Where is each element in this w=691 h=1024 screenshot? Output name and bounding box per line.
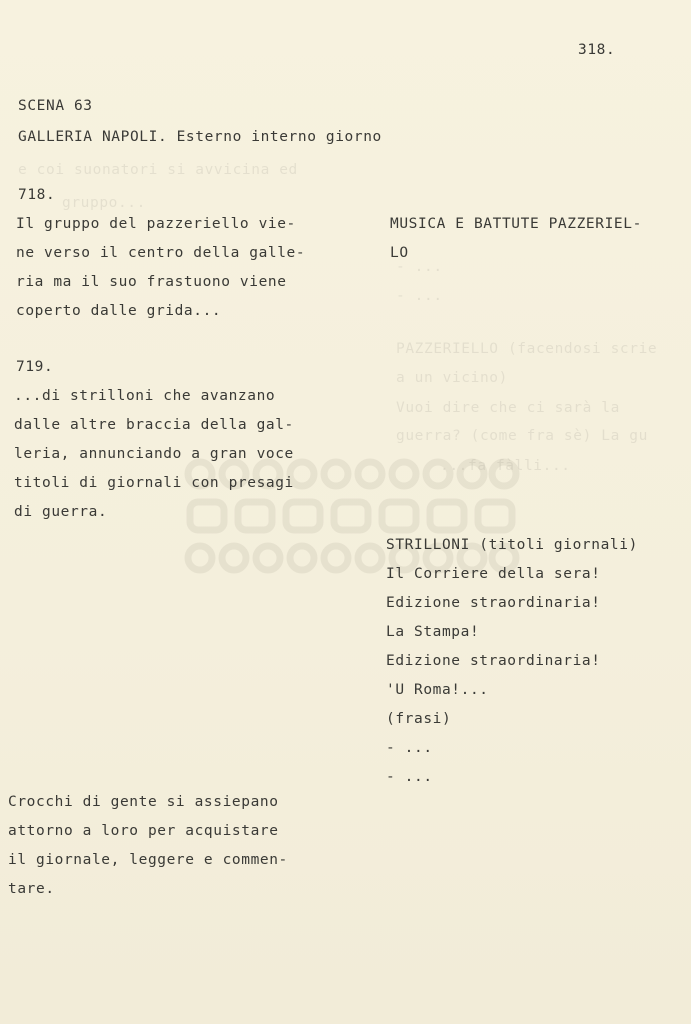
description-line: titoli di giornali con presagi [14, 475, 294, 491]
description-line: Crocchi di gente si assiepano [8, 794, 279, 810]
dialogue-line: Edizione straordinaria! [386, 653, 601, 669]
music-cue-line: LO [390, 245, 409, 261]
dialogue-line: Edizione straordinaria! [386, 595, 601, 611]
shot-number-718: 718. [18, 187, 56, 203]
bleed-through-line: PAZZERIELLO (facendosi scrie [396, 341, 658, 357]
description-line: il giornale, leggere e commen- [8, 852, 288, 868]
description-line: ria ma il suo frastuono viene [16, 274, 287, 290]
bleed-through-line: gruppo... [62, 195, 146, 211]
bleed-through-line: e coi suonatori si avvicina ed [18, 162, 298, 178]
bleed-through-line: ...fa fàlli... [440, 458, 571, 474]
music-cue-line: MUSICA E BATTUTE PAZZERIEL- [390, 216, 642, 232]
description-line: attorno a loro per acquistare [8, 823, 279, 839]
description-line: ...di strilloni che avanzano [14, 388, 276, 404]
dialogue-line: - ... [386, 769, 433, 785]
music-cue [390, 214, 642, 272]
shot-719-description [14, 386, 294, 531]
description-line: leria, annunciando a gran voce [14, 446, 294, 462]
bleed-through-line: guerra? (come fra sè) La gu [396, 428, 648, 444]
bleed-through-line: - ... [396, 259, 443, 275]
speaker-line: STRILLONI (titoli giornali) [386, 537, 638, 553]
dialogue-line: - ... [386, 740, 433, 756]
dialogue-line: (frasi) [386, 711, 452, 727]
shot-718-description [16, 214, 305, 330]
dialogue-line: 'U Roma!... [386, 682, 489, 698]
description-line: tare. [8, 881, 55, 897]
shot-number-719: 719. [16, 359, 54, 375]
crowd-description [8, 792, 288, 908]
scene-location: GALLERIA NAPOLI. Esterno interno giorno [18, 129, 382, 145]
dialogue-line: La Stampa! [386, 624, 480, 640]
description-line: coperto dalle grida... [16, 303, 222, 319]
description-line: di guerra. [14, 504, 108, 520]
strilloni-dialogue [386, 535, 638, 796]
dialogue-line: Il Corriere della sera! [386, 566, 601, 582]
description-line: Il gruppo del pazzeriello vie- [16, 216, 296, 232]
bleed-through-line: Vuoi dire che ci sarà la [396, 400, 620, 416]
description-line: dalle altre braccia della gal- [14, 417, 294, 433]
bleed-through-line: - ... [396, 288, 443, 304]
description-line: ne verso il centro della galle- [16, 245, 306, 261]
bleed-through-line: a un vicino) [396, 370, 508, 386]
page-number: 318. [578, 42, 616, 58]
scene-label: SCENA 63 [18, 98, 93, 114]
